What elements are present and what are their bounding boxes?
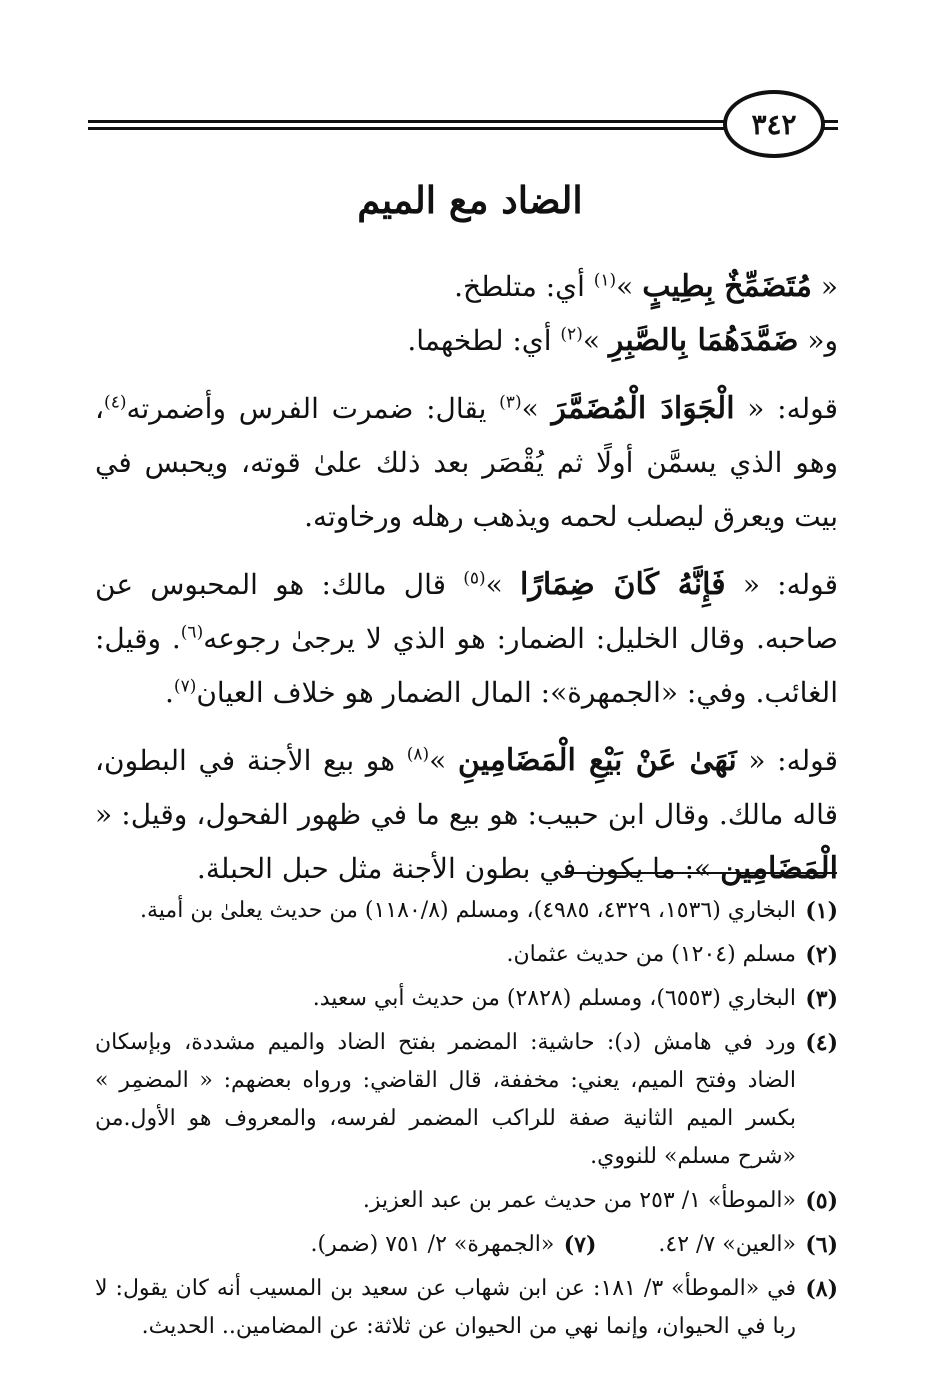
footnote-number: (٢) bbox=[805, 942, 838, 968]
term: نَهَىٰ عَنْ بَيْعِ الْمَضَامِينِ bbox=[457, 743, 737, 778]
footnote-ref: (٨) bbox=[406, 744, 430, 765]
footnote-text: البخاري (١٥٣٦، ٤٣٢٩، ٤٩٨٥)، ومسلم (١١٨٠/٨) من حديث يعلىٰ بن أمية. bbox=[140, 898, 796, 923]
paragraph-1 bbox=[95, 260, 838, 314]
footnote-number: (٧) bbox=[563, 1232, 597, 1258]
quote-close: » bbox=[485, 568, 520, 601]
quote-open: « bbox=[811, 270, 838, 303]
body-text: . وقيل: الغائب. وفي: «الجمهرة»: المال الضمار هو خلاف العيان bbox=[95, 622, 838, 709]
footnote-ref: (٣) bbox=[499, 392, 522, 413]
footnote-separator bbox=[565, 872, 837, 874]
footnote-ref: (١) bbox=[593, 270, 617, 291]
footnote-number: (١) bbox=[805, 898, 838, 924]
page-number: ٣٤٢ bbox=[723, 90, 825, 158]
page-header bbox=[88, 92, 838, 162]
term: مُتَضَمِّخٌ بِطِيبٍ bbox=[642, 269, 812, 304]
definition-text: أي: لطخهما. bbox=[407, 324, 561, 357]
footnote-text: البخاري (٦٥٥٣)، ومسلم (٢٨٢٨) من حديث أبي سعيد. bbox=[312, 986, 796, 1011]
footnote-text: «العين» ٧/ ٤٢. bbox=[658, 1232, 796, 1257]
footnote-number: (٣) bbox=[805, 986, 838, 1012]
footnote-4 bbox=[95, 1024, 838, 1176]
body-text: ، وهو الذي يسمَّن أولًا ثم يُقْصَر بعد ذلك علىٰ قوته، ويحبس في بيت ويعرق ليصلب لحمه ويذهب رهله ورخاوته. bbox=[95, 392, 838, 533]
footnote-text: ورد في هامش (د): حاشية: المضمر بفتح الضاد والميم مشددة، وبإسكان الضاد وفتح الميم، يعني: مخففة، قال القاضي: ورواه بعضهم: « المضمِر » بكسر الميم الثانية صفة للراكب المضمر لفرسه، والمعروف هو الأول.من «شرح مسلم» للنووي. bbox=[95, 1030, 796, 1169]
footnote-3 bbox=[95, 980, 838, 1018]
quote-close: » bbox=[582, 324, 609, 357]
quote-close: » bbox=[429, 744, 458, 777]
paragraph-4 bbox=[95, 558, 838, 720]
prefix: قوله: « bbox=[725, 568, 838, 601]
footnote-6 bbox=[658, 1226, 838, 1264]
footnotes bbox=[95, 892, 838, 1352]
footnote-2 bbox=[95, 936, 838, 974]
footnote-row-6-7 bbox=[95, 1226, 838, 1264]
term: الْمَضَامِين bbox=[720, 851, 838, 886]
body-text: »: ما يكون في بطون الأجنة مثل حبل الحبلة. bbox=[196, 852, 721, 885]
footnote-number: (٨) bbox=[805, 1276, 838, 1302]
term: ضَمَّدَهُمَا بِالصَّبِرِ bbox=[608, 323, 799, 358]
footnote-1 bbox=[95, 892, 838, 930]
paragraph-3 bbox=[95, 382, 838, 544]
term: الْجَوَادَ الْمُضَمَّرَ bbox=[551, 391, 735, 426]
footnote-ref: (٥) bbox=[463, 568, 486, 589]
prefix: قوله: « bbox=[734, 392, 838, 425]
footnote-number: (٤) bbox=[805, 1030, 838, 1056]
footnote-number: (٥) bbox=[805, 1188, 838, 1214]
footnote-text: في «الموطأ» ٣/ ١٨١: عن ابن شهاب عن سعيد بن المسيب أنه كان يقول: لا ربا في الحيوان، وإنما نهي من الحيوان عن ثلاثة: عن المضامين.. الحديث. bbox=[95, 1276, 797, 1339]
quote-close: » bbox=[616, 270, 643, 303]
footnote-8 bbox=[95, 1270, 838, 1346]
page-title: الضاد مع الميم bbox=[357, 178, 583, 222]
body-text: هو بيع الأجنة في البطون، قاله مالك. وقال ابن حبيب: هو بيع ما في ظهور الفحول، وقيل: « bbox=[95, 744, 838, 831]
body-text: قال مالك: هو المحبوس عن صاحبه. وقال الخليل: الضمار: هو الذي لا يرجىٰ رجوعه bbox=[95, 568, 839, 655]
body-text: . bbox=[165, 676, 174, 709]
footnote-ref: (٧) bbox=[173, 676, 197, 697]
footnote-ref: (٦) bbox=[180, 622, 204, 643]
prefix: و« bbox=[798, 324, 838, 357]
main-text bbox=[95, 260, 838, 910]
footnote-ref: (٤) bbox=[104, 392, 127, 413]
footnote-7 bbox=[311, 1226, 597, 1264]
footnote-text: «الجمهرة» ٢/ ٧٥١ (ضمر). bbox=[310, 1232, 555, 1257]
footnote-5 bbox=[95, 1182, 838, 1220]
footnote-ref: (٢) bbox=[560, 324, 583, 345]
definition-text: أي: متلطخ. bbox=[454, 270, 594, 303]
body-text: يقال: ضمرت الفرس وأضمرته bbox=[126, 392, 500, 425]
footnote-text: «الموطأ» ١/ ٢٥٣ من حديث عمر بن عبد العزيز. bbox=[362, 1188, 796, 1213]
quote-close: » bbox=[521, 392, 552, 425]
prefix: قوله: « bbox=[736, 744, 839, 777]
footnote-text: مسلم (١٢٠٤) من حديث عثمان. bbox=[506, 942, 796, 967]
paragraph-2 bbox=[95, 314, 838, 368]
term: فَإِنَّهُ كَانَ ضِمَارًا bbox=[520, 567, 726, 602]
footnote-number: (٦) bbox=[805, 1232, 838, 1258]
